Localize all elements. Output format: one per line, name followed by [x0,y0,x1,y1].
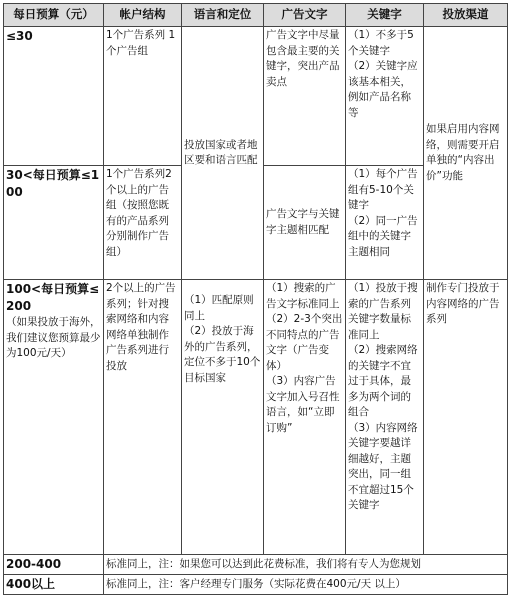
table-row [4,555,508,575]
header-channel: 投放渠道 [424,4,508,27]
ad-text-cell [264,280,346,555]
budget-cell: ≤30 [4,27,104,166]
table-row [4,575,508,595]
note-cell: 标准同上，注：客户经理专门服务（实际花费在400元/天 以上） [104,575,508,595]
header-ad-text: 广告文字 [264,4,346,27]
budget-cell: 30<每日预算≤100 [4,166,104,280]
keywords-cell [346,27,424,166]
budget-label: 100<每日预算≤200 [6,282,100,313]
ad-text-cell: 广告文字中尽量包含最主要的关键字，突出产品卖点 [264,27,346,166]
account-cell: 1个广告系列2个以上的广告组（按照您既有的产品系列分别制作广告组） [104,166,182,280]
ad-text-rule: （1）搜索的广告文字标准同上 [266,282,340,310]
table-row [4,27,508,166]
account-cell: 2个以上的广告系列；针对搜索网络和内容网络单独制作广告系列进行投放 [104,280,182,555]
ad-budget-table [3,3,508,595]
ad-text-rule: （3）内容广告文字加入号召性语言，如“立即订购” [266,375,340,434]
header-language: 语言和定位 [182,4,264,27]
language-cell [182,280,264,555]
keyword-rule: （1）每个广告组有5-10个关键字 [348,168,418,211]
keywords-cell [346,166,424,280]
budget-cell: 200-400 [4,555,104,575]
budget-note: （如果投放于海外，我们建议您预算最少为100元/天） [6,316,101,359]
header-account: 帐户结构 [104,4,182,27]
header-row [4,4,508,27]
language-merged-cell: 投放国家或者地区要和语言匹配 [182,27,264,280]
keywords-cell [346,280,424,555]
language-rule: （2）投放于海外的广告系列，定位不多于10个目标国家 [184,325,261,384]
keyword-rule: （2）搜索网络的关键字不宜过于具体，最多为两个词的组合 [348,344,418,418]
language-rule: （1）匹配原则同上 [184,294,254,322]
keyword-rule: （2）同一广告组中的关键字主题相同 [348,214,418,258]
ad-text-cell: 广告文字与关键字主题相匹配 [264,166,346,280]
keyword-rule: （1）不多于5个关键字 [348,29,414,57]
channel-merged-cell: 如果启用内容网络，则需要开启单独的“内容出价”功能 [424,27,508,280]
account-cell: 1个广告系列 1个广告组 [104,27,182,166]
keyword-rule: （3）内容网络关键字要越详细越好，主题突出，同一组不宜超过15个关键字 [348,421,418,511]
table-row [4,280,508,555]
header-budget: 每日预算（元） [4,4,104,27]
note-cell: 标准同上，注：如果您可以达到此花费标准，我们将有专人为您规划 [104,555,508,575]
header-keywords: 关键字 [346,4,424,27]
budget-cell [4,280,104,555]
budget-cell: 400以上 [4,575,104,595]
keyword-rule: （1）投放于搜索的广告系列关键字数量标准同上 [348,282,418,341]
keyword-rule: （2）关键字应该基本相关，例如产品名称等 [348,60,418,119]
ad-text-rule: （2）2-3个突出不同特点的广告文字（广告变体） [266,313,343,372]
channel-cell: 制作专门投放于内容网络的广告系列 [424,280,508,555]
